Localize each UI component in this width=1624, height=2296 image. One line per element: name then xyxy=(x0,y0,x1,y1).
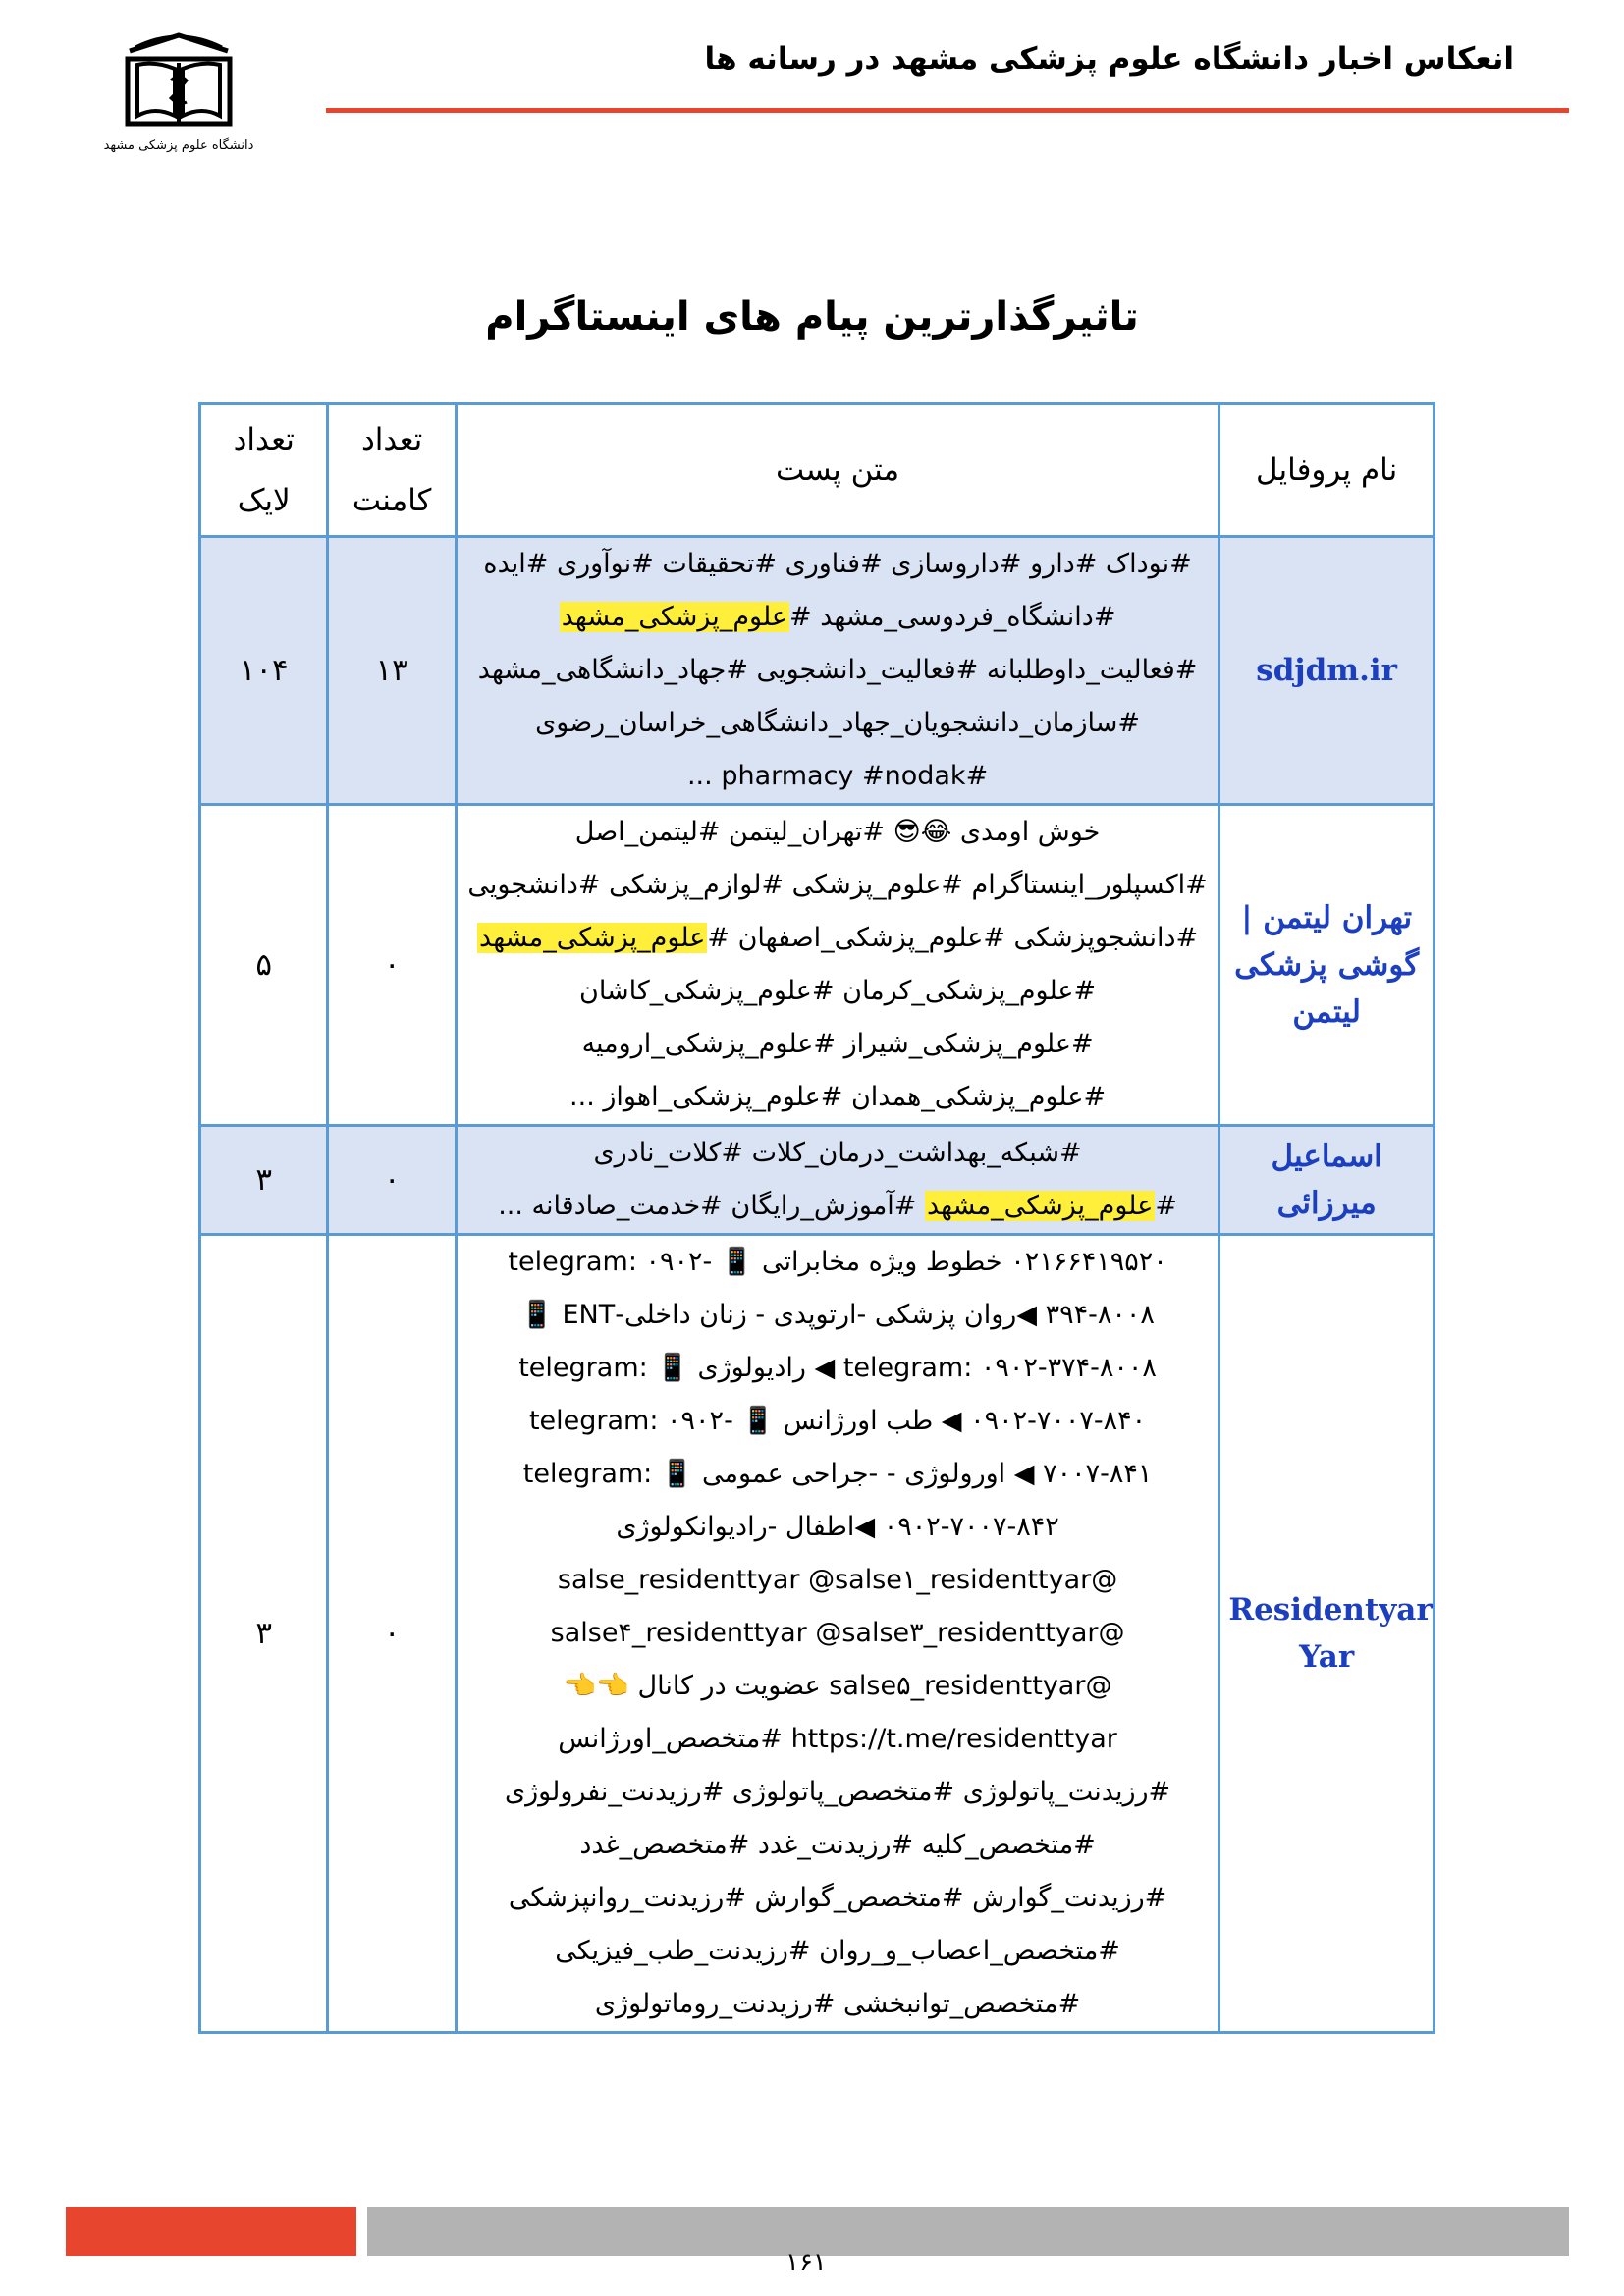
page-number: ۱۶۱ xyxy=(785,2248,827,2277)
comment-count-cell: ۰ xyxy=(328,805,456,1126)
post-text-line: #متخصص_توانبخشی #رزیدنت_روماتولوژی xyxy=(594,1989,1081,2019)
highlighted-hashtag: علوم_پزشکی_مشهد xyxy=(479,923,706,953)
running-header-title: انعکاس اخبار دانشگاه علوم پزشکی مشهد در رسانه ها xyxy=(704,41,1514,77)
profile-name-cell[interactable]: Residentyar Yar xyxy=(1219,1235,1435,2033)
post-text-line: #علوم_پزشکی_کرمان #علوم_پزشکی_کاشان xyxy=(578,976,1097,1006)
post-text-line: #نوداک #دارو #داروسازی #فناوری #تحقیقات #نوآوری #ایده xyxy=(483,549,1192,579)
post-text-line: ۰۲۱۶۶۴۱۹۵۲۰ خطوط ویژه مخابراتی 📱 -۰۹۰۲ :telegram xyxy=(508,1247,1167,1277)
header-likes: تعداد لایک xyxy=(200,404,328,537)
footer-gray-bar xyxy=(367,2207,1569,2256)
post-text-line: #علوم_پزشکی_مشهد #آموزش_رایگان #خدمت_صادقانه ... xyxy=(498,1191,1177,1221)
profile-name-cell[interactable]: sdjdm.ir xyxy=(1219,537,1435,805)
post-text-line: خوش اومدی 😂😎 #تهران_لیتمن #لیتمن_اصل xyxy=(574,817,1101,847)
post-text-cell xyxy=(456,805,1218,1126)
table-header-row xyxy=(200,404,1435,537)
like-count-cell: ۳ xyxy=(200,1235,328,2033)
post-text-line: #علوم_پزشکی_شیراز #علوم_پزشکی_ارومیه xyxy=(581,1029,1094,1059)
post-text-line: #شبکه_بهداشت_درمان_کلات #کلات_نادری xyxy=(593,1138,1082,1168)
post-text-line: #متخصص_اعصاب_و_روان #رزیدنت_طب_فیزیکی xyxy=(555,1936,1120,1966)
header-post: متن پست xyxy=(456,404,1218,537)
post-text-line: #دانشگاه_فردوسی_مشهد #علوم_پزشکی_مشهد xyxy=(561,602,1116,632)
post-text-line: ۰۹۰۲-۳۷۴-۸۰۰۸ :telegram ◀ رادیولوژی 📱 :telegram xyxy=(518,1353,1157,1383)
post-text-line: #اکسپلور_اینستاگرام #علوم_پزشکی #لوازم_پزشکی #دانشجویی xyxy=(467,870,1208,900)
post-text-line: @salse۵_residenttyar عضویت در کانال 👈👈 xyxy=(563,1671,1112,1701)
post-text-line: #رزیدنت_پاتولوژی #متخصص_پاتولوژی #رزیدنت_نفرولوژی xyxy=(504,1777,1171,1807)
comment-count-cell: ۰ xyxy=(328,1235,456,2033)
profile-name-cell[interactable]: اسماعیل میرزائی xyxy=(1219,1126,1435,1235)
svg-text:دانشگاه علوم پزشکی مشهد: دانشگاه علوم پزشکی مشهد xyxy=(103,138,254,153)
post-text-line: https://t.me/residenttyar #متخصص_اورژانس xyxy=(558,1724,1117,1754)
like-count-cell: ۳ xyxy=(200,1126,328,1235)
post-text-line: #دانشجوپزشکی #علوم_پزشکی_اصفهان #علوم_پزشکی_مشهد xyxy=(479,923,1199,953)
header-rule xyxy=(326,108,1569,113)
post-text-line: ۰۹۰۲-۷۰۰۷-۸۴۰ ◀ طب اورژانس 📱 -۰۹۰۲ :telegram xyxy=(528,1406,1147,1436)
header-comments: تعداد کامنت xyxy=(328,404,456,537)
post-text-line: @salse_residenttyar @salse۱_residenttyar xyxy=(557,1565,1118,1595)
footer-red-bar xyxy=(66,2207,356,2256)
post-text-line: #pharmacy #nodak ... xyxy=(686,761,989,791)
comment-count-cell: ۰ xyxy=(328,1126,456,1235)
highlighted-hashtag: علوم_پزشکی_مشهد xyxy=(927,1191,1154,1221)
post-text-line: ۳۹۴-۸۰۰۸ ◀روان پزشکی -ارتوپدی - زنان داخلی-ENT 📱 xyxy=(520,1300,1155,1330)
post-text-cell xyxy=(456,537,1218,805)
document-title: تاثیرگذارترین پیام های اینستاگرام xyxy=(485,294,1139,340)
comment-count-cell: ۱۳ xyxy=(328,537,456,805)
post-text-line: @salse۴_residenttyar @salse۳_residenttyar xyxy=(550,1618,1125,1648)
highlighted-hashtag: علوم_پزشکی_مشهد xyxy=(561,602,788,632)
post-text-line: #رزیدنت_گوارش #متخصص_گوارش #رزیدنت_روانپزشکی xyxy=(508,1883,1167,1913)
post-text-cell xyxy=(456,1126,1218,1235)
post-text-line: ۷۰۰۷-۸۴۱ ◀ اورولوژی - -جراحی عمومی 📱 :telegram xyxy=(522,1459,1153,1489)
post-text-line: #علوم_پزشکی_همدان #علوم_پزشکی_اهواز ... xyxy=(569,1082,1107,1112)
profile-name-cell[interactable]: تهران لیتمن | گوشی پزشکی لیتمن xyxy=(1219,805,1435,1126)
post-text-line: #فعالیت_داوطلبانه #فعالیت_دانشجویی #جهاد_دانشگاهی_مشهد xyxy=(477,655,1198,685)
table-row xyxy=(200,1235,1435,2033)
post-text-cell xyxy=(456,1235,1218,2033)
table-row xyxy=(200,1126,1435,1235)
post-text-line: ۰۹۰۲-۷۰۰۷-۸۴۲ ◀اطفال -رادیوانکولوژی xyxy=(616,1512,1059,1542)
post-text-line: #سازمان_دانشجویان_جهاد_دانشگاهی_خراسان_رضوی xyxy=(535,708,1140,738)
post-text-line: #متخصص_کلیه #رزیدنت_غدد #متخصص_غدد xyxy=(579,1830,1096,1860)
university-logo-icon xyxy=(103,29,254,167)
table-row xyxy=(200,537,1435,805)
like-count-cell: ۱۰۴ xyxy=(200,537,328,805)
header-profile: نام پروفایل xyxy=(1219,404,1435,537)
like-count-cell: ۵ xyxy=(200,805,328,1126)
instagram-posts-table xyxy=(198,402,1435,2034)
table-row xyxy=(200,805,1435,1126)
